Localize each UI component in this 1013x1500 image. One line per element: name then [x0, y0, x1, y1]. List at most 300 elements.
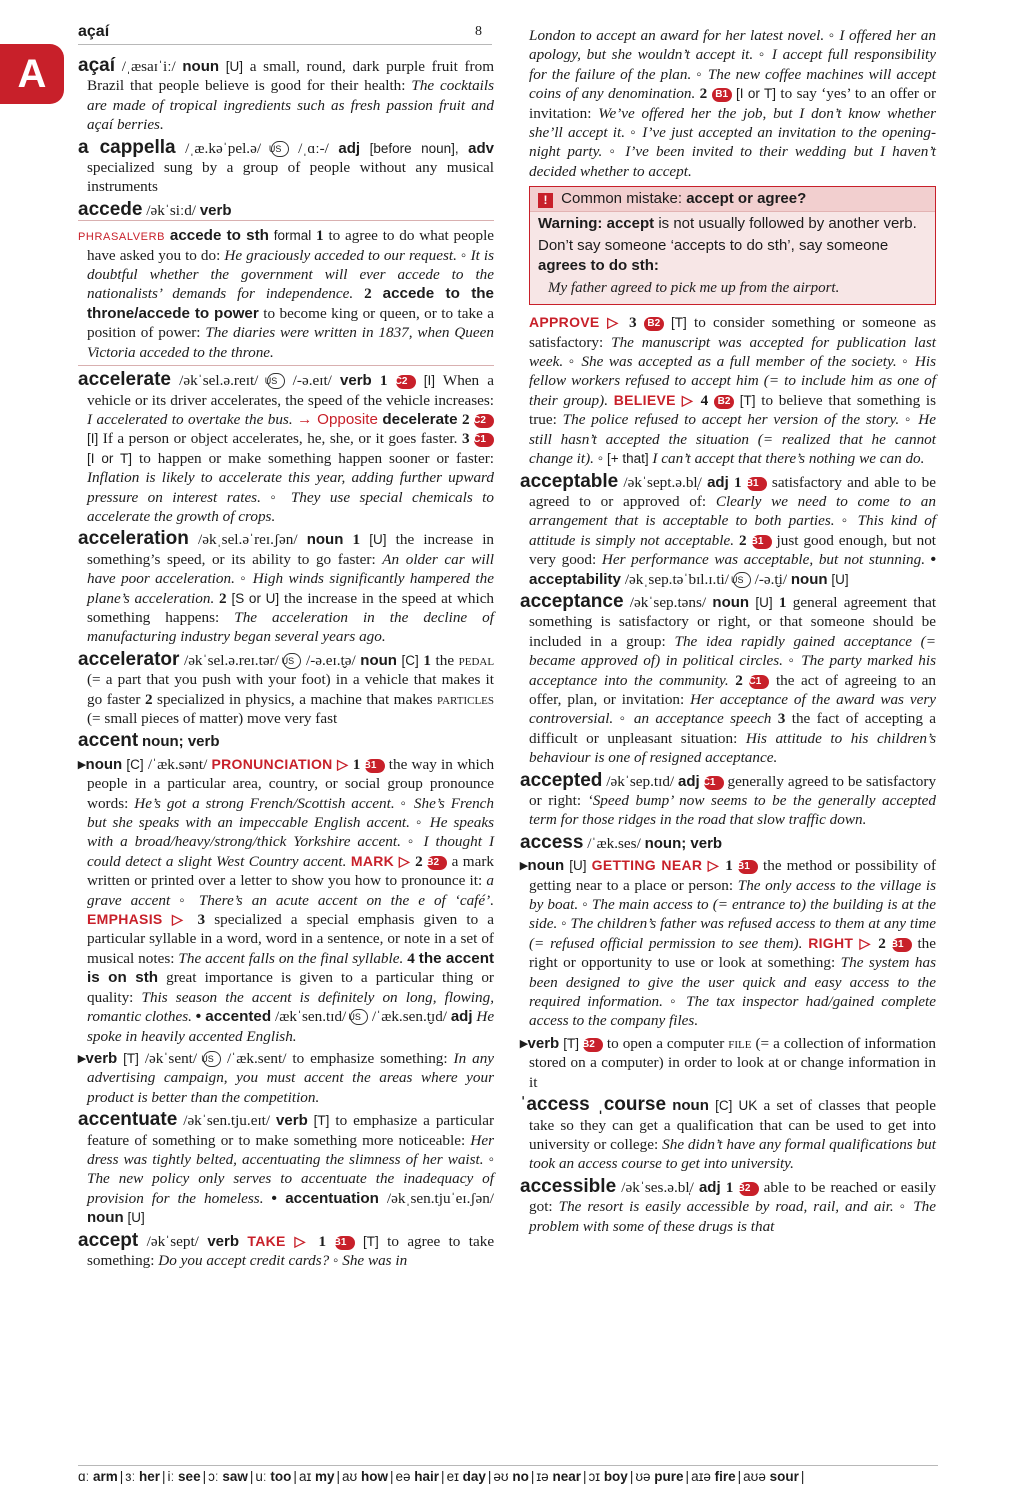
entry-accept: accept /əkˈsept/ verb TAKE ▷ 1 B1 [T] to agree to take something: Do you accept credit cards? ◦ She was in	[78, 1229, 495, 1269]
grammar-code: [T]	[362, 1233, 379, 1249]
example: The manuscript was accepted for publication last week.	[529, 333, 937, 371]
definition: to consider something or someone as satisfactory:	[529, 314, 936, 351]
headword: accelerate	[78, 369, 171, 391]
key-separator: |	[737, 1469, 742, 1484]
definition: specialized in physics, a machine that makes	[157, 690, 433, 708]
definition: to say ‘yes’ to an offer or invitation:	[529, 85, 937, 122]
grammar-code: [U]	[127, 1210, 145, 1226]
part-of-speech: adj	[678, 772, 700, 790]
sense-number: 4	[700, 391, 709, 409]
example: An older car will have poor acceleration.	[87, 550, 494, 588]
grammar-code: [+ that]	[606, 451, 649, 467]
example: The resort is easily accessible by road, rail, and air.	[558, 1198, 894, 1216]
headword: acceptable	[520, 470, 619, 492]
example: The police refused to accept her version of the story.	[562, 411, 900, 429]
headword: accept	[78, 1229, 139, 1251]
pronunciation: /əkˌsen.tjuˈeɪ.ʃən/	[386, 1189, 495, 1207]
level-badge: B1	[747, 477, 767, 491]
definition: the increase in the speed at which something happens:	[87, 589, 495, 626]
grammar-code: [U]	[369, 532, 387, 548]
entry-acceptance: acceptance /əkˈsep.təns/ noun [U] 1 general agreement that something is satisfactory or right, or that someone should be included in a group: The idea rapidly gained acceptance (= became approved of) in political circles. ◦ The party marked his acceptance into the community. 2 C1 the act of agreeing to an offer, plan, or invitation: Her acceptance of the award was very controversial. ◦ an acceptance speech 3 the fact of accepting a difficult or unpleasant situation: His attitude to his children’s behaviour is one of resigned acceptance.	[520, 590, 937, 767]
definition: a set of classes that people take so they can get a qualification that can be used to get into university or college:	[529, 1097, 937, 1153]
key-separator: |	[119, 1469, 124, 1484]
warning-icon: !	[538, 193, 553, 208]
level-badge: C2	[396, 375, 416, 389]
key-item: ɪə near	[536, 1469, 581, 1484]
pronunciation: /ˈæk.sənt/	[147, 755, 208, 773]
guide-word: RIGHT	[808, 934, 854, 951]
entry-acceleration: acceleration /əkˌsel.əˈreɪ.ʃən/ noun 1 [U] the increase in something’s speed, or its ability to go faster: An older car will have poor acceleration. ◦ High winds significantly hampered the plane’s acceleration. 2 [S or U] the increase in the speed at which something happens: The acceleration in the decline of manufacturing industry began several years ago.	[78, 528, 495, 646]
box-header	[530, 187, 935, 212]
headword: accepted	[520, 769, 603, 791]
example: They use special chemicals to accelerate the growth of crops.	[87, 488, 494, 525]
key-separator: |	[487, 1469, 492, 1484]
entry-accede	[78, 200, 494, 221]
example: Do you accept credit cards?	[158, 1251, 330, 1269]
level-badge: B2	[583, 1038, 603, 1052]
grammar-code: [T]	[563, 1035, 579, 1051]
key-item: ɑː arm	[78, 1469, 118, 1484]
definition: satisfactory and able to be agreed to or approved of:	[529, 473, 937, 510]
headword: accelerator	[78, 648, 180, 670]
sense-number: 1	[318, 1232, 327, 1250]
example: There’s an acute accent on the e of ‘café’.	[198, 891, 494, 909]
example: The accent falls on the final syllable.	[178, 949, 404, 967]
grammar-code: [U]	[225, 59, 244, 74]
part-of-speech: noun	[306, 531, 344, 549]
key-item: aɪə fire	[691, 1469, 736, 1484]
definition: the increase in something’s speed, or its ability to go faster:	[87, 531, 495, 568]
us-icon: US	[203, 1051, 221, 1067]
entry-accentuate: accentuate /əkˈsen.tju.eɪt/ verb [T] to emphasize a particular feature of something or to make something more noticeable: Her dress was tightly belted, accentuating the slimness of her waist. ◦ The new policy only serves to accentuate the inadequacy of provision for the homeless. • accentuation /əkˌsen.tjuˈeɪ.ʃən/ noun [U]	[78, 1109, 495, 1227]
key-item: aʊ how	[342, 1469, 388, 1484]
key-item: eə hair	[395, 1469, 440, 1484]
example: The cocktails are made of tropical ingredients such as fresh passion fruit and açaí berries.	[87, 77, 495, 134]
headword: acceleration	[78, 528, 189, 550]
grammar-code: [I]	[423, 373, 435, 389]
grammar-code: [T]	[123, 1050, 139, 1066]
pronunciation-us: /-ə.eɪ.t̬ə/	[305, 651, 356, 669]
example: ‘Speed bump’ now seems to be the generally accepted term for those ridges in the road that slow traffic down.	[529, 792, 936, 829]
key-separator: |	[800, 1469, 805, 1484]
grammar-code: [I or T]	[736, 86, 776, 102]
key-separator: |	[249, 1469, 254, 1484]
part-of-speech: verb	[199, 201, 232, 219]
definition: (= a collection of information stored on a computer) in order to look at or change information in it	[529, 1034, 937, 1091]
pos-section: ▸noun	[78, 755, 123, 773]
key-item: uː too	[255, 1469, 292, 1484]
level-badge: B1	[738, 860, 758, 874]
level-badge: B1	[892, 938, 912, 952]
warning-label: Warning:	[538, 215, 603, 233]
definition: to agree to take something:	[87, 1232, 495, 1269]
entry-accessible: accessible /əkˈses.ə.bl̩/ adj 1 B2 able to be reached or easily got: The resort is easily accessible by road, rail, and air. ◦ The problem with some of these drugs is that	[520, 1175, 937, 1235]
pronunciation: /əkˈsept.ə.bl̩/	[623, 473, 702, 491]
advice-text: Don’t say someone ‘accepts to do sth’, say someone	[538, 237, 889, 255]
key-separator: |	[685, 1469, 690, 1484]
part-of-speech: verb	[207, 1232, 239, 1250]
register: formal	[273, 228, 312, 244]
level-badge: C1	[704, 776, 724, 790]
box-title: Common mistake:	[561, 190, 683, 208]
example: an acceptance speech	[633, 710, 772, 728]
us-icon: US	[283, 653, 301, 669]
example: His fellow workers refused to accept him (= to include him as one of their group).	[529, 353, 937, 409]
sense-number: 3	[197, 911, 206, 929]
example: a grave accent	[87, 872, 494, 909]
example: He still hasn’t accepted the situation (= realized that he cannot change it).	[529, 411, 936, 468]
definition: the right or opportunity to use or look at something:	[529, 934, 936, 972]
level-badge: B1	[712, 88, 732, 102]
sense-number: 1	[352, 755, 361, 773]
sense-number: 2	[364, 285, 372, 303]
sense-number: 2	[219, 589, 227, 607]
key-item: aɪ my	[298, 1469, 335, 1484]
example: Her performance was acceptable, but not stunning.	[601, 551, 926, 569]
sense-number: 2	[878, 934, 886, 952]
headword: açaí	[78, 55, 115, 76]
cross-ref-word[interactable]: pedal	[458, 651, 495, 669]
example: He spoke in heavily accented English.	[87, 1008, 495, 1045]
example: The main access to (= entrance to) the building is at the side.	[529, 896, 936, 933]
definition: able to be reached or easily got:	[529, 1178, 937, 1216]
definition: If a person or object accelerates, he, she, or it goes faster.	[102, 430, 458, 448]
guide-word: BELIEVE	[613, 391, 676, 408]
phrase: accede to the throne/accede to power	[87, 285, 494, 322]
box-example: My father agreed to pick me up from the airport.	[548, 280, 840, 297]
grammar-code: [C]	[715, 1098, 733, 1114]
pronunciation: /ˌæsaɪˈiː/	[121, 58, 176, 75]
headword: accede	[78, 198, 143, 220]
guide-word: TAKE	[247, 1232, 286, 1249]
pronunciation: /əkˈses.ə.bl̩/	[621, 1178, 694, 1196]
key-item: ɔɪ boy	[588, 1469, 628, 1484]
headword: accentuate	[78, 1109, 178, 1131]
key-separator: |	[441, 1469, 445, 1484]
part-of-speech: adj	[698, 1178, 721, 1196]
box-warning	[538, 214, 927, 234]
pronunciation: /ˌæ.kəˈpel.ə/	[185, 139, 262, 157]
key-separator: |	[293, 1469, 297, 1484]
sense-number: 2	[144, 690, 153, 708]
us-icon: US	[271, 141, 289, 157]
definition: to become king or queen, or to take a position of power:	[87, 304, 495, 342]
example: The party marked his acceptance into the community.	[529, 652, 936, 689]
pronunciation: /əkˌsel.əˈreɪ.ʃən/	[198, 531, 298, 549]
sense-number: 2	[739, 531, 747, 549]
pronunciation: /ækˈsen.tɪd/	[274, 1008, 347, 1026]
guide-word: PRONUNCIATION	[211, 755, 333, 772]
pronunciation: /əkˌsep.təˈbɪl.ɪ.ti/	[624, 570, 729, 588]
entry-acai	[78, 56, 494, 135]
sense-number: 3	[777, 710, 786, 728]
entry-accepted	[520, 771, 936, 830]
pronunciation: /əkˈsel.ə.reɪt/	[179, 372, 259, 390]
definition: just good enough, but not very good:	[529, 531, 937, 569]
example: He’s got a strong French/Scottish accent.	[134, 794, 395, 812]
key-separator: |	[336, 1469, 341, 1484]
key-item: aʊə sour	[743, 1469, 799, 1484]
letter-tab: A	[0, 44, 64, 104]
level-badge: B1	[752, 535, 772, 549]
key-separator: |	[162, 1469, 166, 1484]
pronunciation: /əkˈsept/	[146, 1232, 199, 1250]
sense-number: 2	[462, 410, 470, 428]
sense-number: 1	[316, 227, 324, 245]
part-of-speech: verb	[340, 372, 372, 390]
us-icon: US	[733, 572, 751, 588]
example: I can’t accept that there’s nothing we can do.	[652, 450, 925, 468]
definition: specialized sung by a group of people without any musical instruments	[87, 159, 494, 196]
example: I offered her an apology, but she wouldn’t accept it.	[529, 27, 936, 64]
entry-accelerate: accelerate /əkˈsel.ə.reɪt/ US /-ə.eɪt/ verb 1 C2 [I] When a vehicle or its driver accelerates, the speed of the vehicle increases: I accelerated to overtake the bus. → Opposite decelerate 2 C2 [I] If a person or object accelerates, he, she, or it goes faster. 3 C1 [I or T] to happen or make something happen sooner or faster: Inflation is likely to accelerate this year, adding further upward pressure on interest rates. ◦ They use special chemicals to accelerate the growth of crops.	[78, 369, 495, 525]
sense-number: 3	[628, 314, 637, 332]
part-of-speech: noun	[87, 1209, 124, 1227]
cross-ref-word[interactable]: file	[728, 1034, 752, 1052]
derived-word: • accentuation	[271, 1189, 379, 1207]
box-advice	[538, 236, 927, 276]
sense-number: 1	[778, 593, 787, 611]
example: Inflation is likely to accelerate this year, adding further upward pressure on interest rates.	[87, 469, 494, 506]
example: I’ve been invited to their wedding but I haven’t decided whether to accept.	[529, 143, 936, 180]
guide-word: MARK	[350, 852, 395, 869]
example: The new coffee machines will accept coins of any denomination.	[529, 65, 936, 103]
guide-word: APPROVE	[529, 314, 600, 331]
grammar-code: [I or T]	[87, 450, 133, 466]
definition: the fact of accepting a difficult or unpleasant situation:	[529, 710, 937, 747]
definition: to agree to do what people have asked you to do:	[87, 227, 495, 264]
pronunciation-us: /ˌɑː-/	[298, 139, 329, 157]
example: High winds significantly hampered the plane’s acceleration.	[87, 570, 494, 607]
right-column	[520, 26, 936, 1239]
pronunciation: /əkˈsep.təns/	[629, 593, 707, 611]
part-of-speech: noun; verb	[142, 733, 220, 751]
sense-number: 2	[699, 85, 708, 103]
example: The problem with some of these drugs is that	[529, 1198, 936, 1235]
key-item: ɔː saw	[208, 1469, 248, 1484]
page-number: 8	[475, 24, 482, 39]
pos-section: ▸verb	[520, 1034, 560, 1052]
sense-number: 1	[379, 372, 388, 390]
running-headword: açaí	[78, 23, 110, 40]
pos-section: ▸noun	[520, 857, 565, 875]
example: This season the accent is definitely on long, flowing, romantic clothes.	[87, 988, 495, 1026]
definition: to emphasize something:	[292, 1049, 448, 1067]
region-label: UK	[738, 1098, 758, 1114]
example: The system has been designed to give the user quick and easy access to the required information.	[529, 954, 936, 1011]
grammar-code: [before noun],	[369, 140, 459, 156]
sense-number: 1	[352, 531, 361, 549]
definition: to open a computer	[606, 1034, 725, 1052]
opposite-label: → Opposite	[297, 410, 378, 428]
example: We’ve offered her the job, but I don’t know whether she’ll accept it.	[529, 104, 937, 142]
sense-number: 1	[725, 857, 733, 875]
key-separator: |	[582, 1469, 587, 1484]
access-verb	[520, 1034, 936, 1092]
level-badge: B1	[365, 759, 385, 773]
key-item: əʊ no	[493, 1469, 529, 1484]
us-icon: US	[350, 1009, 368, 1025]
example: She was accepted as a full member of the society.	[581, 353, 897, 371]
pronunciation: /əkˈsent/	[144, 1049, 198, 1067]
part-of-speech: noun	[360, 651, 397, 669]
headword: accessible	[520, 1175, 617, 1197]
derived-word: • accented	[195, 1008, 272, 1026]
example: I thought I could detect a slight West Country accent.	[87, 833, 494, 870]
grammar-code: [T]	[313, 1113, 330, 1129]
entry-access-course	[520, 1095, 936, 1174]
example: The children’s father was refused access to them at any time (= refused official permission to see them).	[529, 915, 936, 952]
key-item: iː see	[167, 1469, 201, 1484]
entry-access	[520, 833, 936, 853]
definition: the	[435, 651, 455, 669]
running-head	[78, 22, 492, 45]
definition: a small, round, dark purple fruit from Brazil that people believe is good for their health:	[87, 58, 495, 95]
level-badge: C2	[474, 414, 494, 428]
headword: a cappella	[78, 136, 176, 158]
grammar-code: [T]	[671, 315, 687, 331]
accent-noun: ▸noun [C] /ˈæk.sənt/ PRONUNCIATION ▷ 1 B1 the way in which people in a particular area, country, or social group pronounce words: He’s got a strong French/Scottish accent. ◦ She’s French but she speaks with an impeccable English accent. ◦ He speaks with a broad/heavy/strong/thick Yorkshire accent. ◦ I thought I could detect a slight West Country accent. MARK ▷ 2 B2 a mark written or printed over a letter to show you how to pronounce it: a grave accent ◦ There’s an acute accent on the e of ‘café’. EMPHASIS ▷ 3 specialized a special emphasis given to a particular syllable in a word, word in a sentence, or note in a set of musical notes: The accent falls on the final syllable. 4 the accent is on sth great importance is given to a particular thing or quality: This season the accent is definitely on long, flowing, romantic clothes. • accented /ækˈsen.tɪd/ US /ˈæk.sen.t̬ɪd/ adj He spoke in heavily accented English.	[78, 755, 495, 1045]
level-badge: B2	[739, 1182, 759, 1196]
pronunciation: /əkˈsiːd/	[146, 201, 197, 219]
definition: to happen or make something happen sooner or faster:	[139, 449, 495, 467]
pronunciation-key	[78, 1465, 938, 1488]
definition: When a vehicle or its driver accelerates, the speed of the vehicle increases:	[87, 372, 495, 409]
cross-ref-word[interactable]: particles	[437, 690, 495, 708]
definition: general agreement that something is satisfactory or right, or that someone should be included in a group:	[529, 593, 937, 650]
key-separator: |	[629, 1469, 634, 1484]
definition: specialized a special emphasis given to a particular syllable in a word, word in a sentence, or note in a set of musical notes:	[87, 911, 495, 967]
sense-number: 1	[733, 473, 742, 491]
part-of-speech-2: adv	[468, 139, 495, 157]
sense-number: 4	[407, 949, 415, 967]
accept-continued: London to accept an award for her latest novel. ◦ I offered her an apology, but she wouldn’t accept it. ◦ I accept full responsibility for the failure of the plan. ◦ The new coffee machines will accept coins of any denomination. 2 B1 [I or T] to say ‘yes’ to an offer or invitation: We’ve offered her the job, but I don’t know whether she’ll accept it. ◦ I’ve just accepted an invitation to the opening-night party. ◦ I’ve been invited to their wedding but I haven’t decided whether to accept.	[529, 27, 937, 180]
phrasal-verb-label: PHRASALVERB	[78, 231, 166, 244]
part-of-speech: noun; verb	[644, 834, 723, 852]
entry-a-cappella	[78, 138, 494, 197]
grammar-code: [U]	[569, 858, 587, 874]
level-badge: B1	[335, 1236, 355, 1250]
level-badge: B2	[714, 395, 734, 409]
example: In any advertising campaign, you must accent the areas where your product is better than the competition.	[87, 1049, 495, 1106]
level-badge: C1	[474, 433, 494, 447]
sense-number: 3	[461, 430, 470, 448]
headword: access	[520, 831, 584, 853]
pronunciation: /əkˈsep.tɪd/	[606, 772, 675, 790]
definition: the method or possibility of getting near to a place or person:	[529, 857, 937, 894]
sense-number: 2	[415, 852, 423, 870]
opposite-word[interactable]: decelerate	[382, 410, 458, 428]
definition: generally agreed to be satisfactory or right:	[529, 772, 937, 809]
definition: great importance is given to a particular thing or quality:	[87, 969, 494, 1006]
level-badge: C1	[749, 675, 769, 689]
advice-keyword: agrees to do sth:	[538, 257, 659, 275]
part-of-speech: verb	[276, 1112, 308, 1130]
sense-number: 1	[725, 1178, 734, 1196]
part-of-speech: adj	[338, 139, 361, 157]
example: This kind of attitude is simply not acceptable.	[529, 512, 937, 549]
key-separator: |	[202, 1469, 207, 1484]
definition: (= a part that you push with your foot) in a vehicle that makes it go faster	[87, 671, 494, 708]
key-item: ɜː her	[125, 1469, 161, 1484]
part-of-speech: noun	[712, 593, 750, 611]
part-of-speech: noun	[672, 1097, 709, 1115]
example: She was in	[342, 1251, 408, 1269]
derived-word: • acceptability	[529, 551, 936, 588]
level-badge: B2	[427, 856, 447, 870]
grammar-code: [U]	[755, 594, 773, 610]
guide-word: EMPHASIS	[87, 911, 163, 928]
pronunciation: /ˈæk.ses/	[587, 834, 641, 852]
example: The diaries were written in 1837, when Queen Victoria acceded to the throne.	[87, 324, 494, 361]
definition: to believe that something is true:	[529, 391, 937, 429]
part-of-speech: adj	[707, 473, 729, 491]
sense-number: 2	[735, 671, 743, 689]
example: His attitude to his children’s behaviour is one of resigned acceptance.	[529, 729, 936, 767]
pos-section: ▸verb	[78, 1049, 118, 1067]
example: The only access to the village is by boat.	[529, 876, 936, 914]
common-mistake-box	[529, 186, 936, 305]
key-separator: |	[530, 1469, 535, 1484]
example: Clearly we need to come to an arrangement that is acceptable to both parties.	[529, 492, 936, 530]
entry-accelerator	[78, 650, 494, 729]
example: The idea rapidly gained acceptance (= became approved of) in political circles.	[529, 632, 936, 670]
warning-text: is not usually followed by another verb.	[658, 215, 917, 233]
accept-approve: APPROVE ▷ 3 B2 [T] to consider something or someone as satisfactory: The manuscript was accepted for publication last week. ◦ She was accepted as a full member of the society. ◦ His fellow workers refused to accept him (= to include him as one of their group). BELIEVE ▷ 4 B2 [T] to believe that something is true: The police refused to accept her version of the story. ◦ He still hasn’t accepted the situation (= realized that he cannot change it). ◦ [+ that] I can’t accept that there’s nothing we can do.	[529, 314, 937, 468]
example: London to accept an award for her latest novel.	[529, 27, 825, 44]
box-title-bold: accept or agree?	[686, 190, 807, 208]
headword: acceptance	[520, 590, 624, 612]
example: He speaks with a broad/heavy/strong/thick Yorkshire accent.	[87, 814, 494, 851]
entry-acceptable: acceptable /əkˈsept.ə.bl̩/ adj 1 B1 satisfactory and able to be agreed to or approved of: Clearly we need to come to an arrangement that is acceptable to both parties. ◦ This kind of attitude is simply not acceptable. 2 B1 just good enough, but not very good: Her performance was acceptable, but not stunning. • acceptability /əkˌsep.təˈbɪl.ɪ.ti/ US /-ə.t̬i/ noun [U]	[520, 470, 937, 588]
keyword: accept	[606, 215, 655, 233]
example: She’s French but she speaks with an impeccable English accent.	[87, 794, 495, 832]
grammar-code: [C]	[126, 756, 144, 772]
level-badge: B2	[644, 317, 664, 331]
guide-word: GETTING NEAR	[591, 857, 703, 874]
left-column	[78, 56, 494, 1273]
headword: accent	[78, 730, 139, 752]
example: I accept full responsibility for the failure of the plan.	[529, 46, 936, 83]
phrase: the accent is on sth	[87, 949, 495, 987]
example: He graciously acceded to our request.	[224, 246, 457, 264]
access-noun: ▸noun [U] GETTING NEAR ▷ 1 B1 the method or possibility of getting near to a place or person: The only access to the village is by boat. ◦ The main access to (= entrance to) the building is at the side. ◦ The children’s father was refused access to them at any time (= refused official permission to see them). RIGHT ▷ 2 B1 the right or opportunity to use or look at something: The system has been designed to give the user quick and easy access to the required information. ◦ The tax inspector had/gained complete access to the company files.	[520, 857, 937, 1030]
grammar-code: [I]	[87, 431, 99, 447]
definition: the way in which people in a particular area, country, or social group pronounce words:	[87, 755, 495, 812]
example: I’ve just accepted an invitation to the opening-night party.	[529, 124, 937, 161]
example: I accelerated to overtake the bus.	[87, 410, 293, 428]
part-of-speech: noun	[790, 570, 828, 588]
grammar-code: [S or U]	[231, 590, 280, 606]
example: It is doubtful whether the government will ever accede to the nationalists’ demands for independence.	[87, 246, 494, 303]
example: The acceleration in the decline of manufacturing industry began several years ago.	[87, 608, 494, 646]
us-icon: US	[267, 373, 285, 389]
part-of-speech: noun	[182, 58, 220, 75]
sense-number: 1	[423, 651, 431, 669]
pronunciation-us: /ˈæk.sen.t̬ɪd/	[371, 1008, 448, 1026]
example: The new policy only serves to accentuate the inadequacy of provision for the homeless.	[87, 1170, 494, 1207]
entry-accent	[78, 731, 494, 751]
definition: (= small pieces of matter) move very fast	[87, 710, 338, 727]
pronunciation: /əkˈsel.ə.reɪ.tər/	[183, 651, 279, 669]
pronunciation-us: /-ə.t̬i/	[754, 570, 788, 588]
key-item: eɪ day	[446, 1469, 486, 1484]
phrasal-verb-block: PHRASALVERB accede to sth formal 1 to agree to do what people have asked you to do: He graciously acceded to our request. ◦ It is doubtful whether the government will ever accede to the nationalists’ demands for independence. 2 accede to the throne/accede to power to become king or queen, or to take a position of power: The diaries were written in 1837, when Queen Victoria acceded to the throne.	[78, 226, 494, 366]
grammar-code: [T]	[739, 392, 756, 408]
example: The tax inspector had/gained complete access to the company files.	[529, 993, 937, 1030]
example: Her dress was tightly belted, accentuating the slimness of her waist.	[87, 1131, 494, 1168]
definition: the act of agreeing to an offer, plan, or invitation:	[529, 671, 937, 708]
